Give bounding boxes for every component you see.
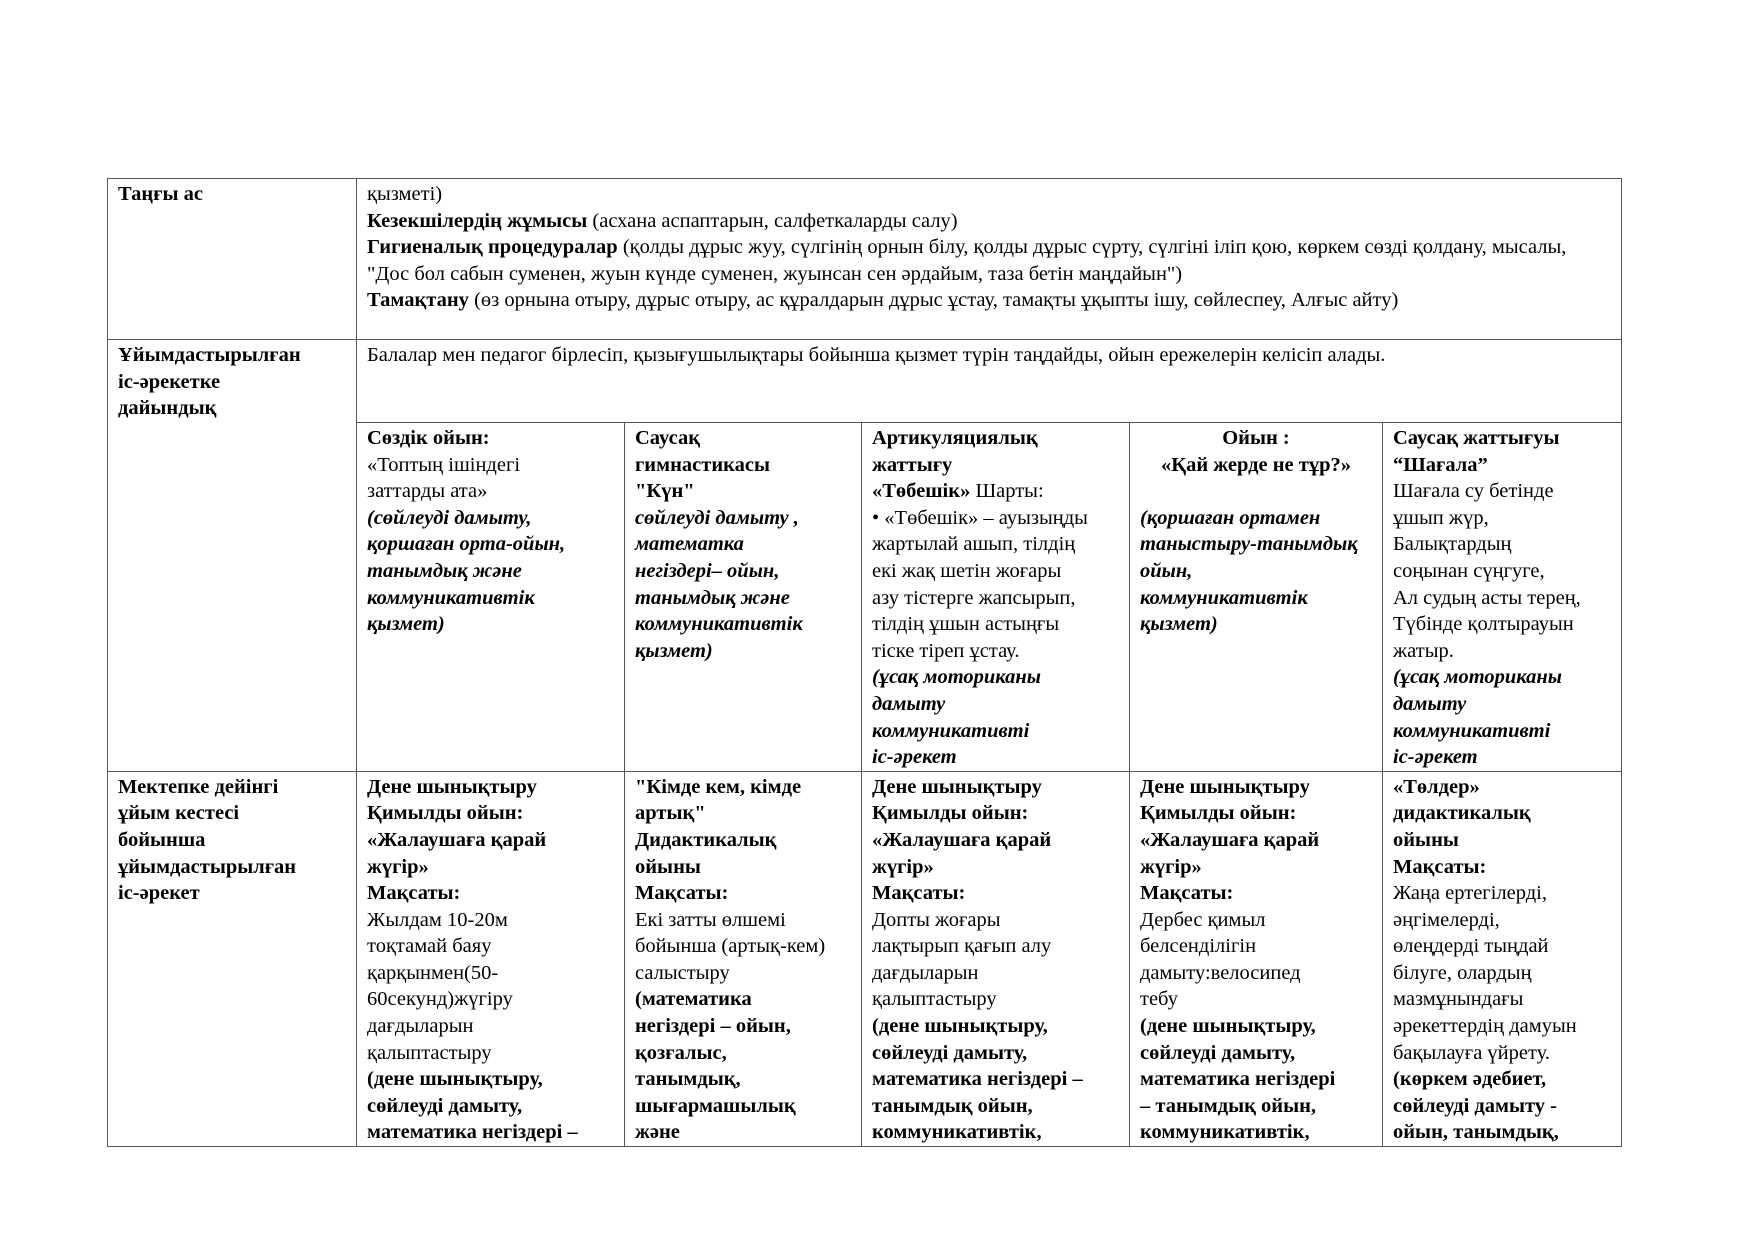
schedule-cell-area: сөйлеуді дамыту, [367,1094,523,1117]
prep-cell-title: Артикуляциялық [872,427,1038,449]
prep-cell-line: екі жақ шетін жоғары [872,559,1062,582]
schedule-label-line: бойынша [118,828,206,851]
schedule-cell-area: қозғалыс, [635,1041,727,1064]
schedule-label-line: ұйым кестесі [118,802,240,825]
row-label-schedule [108,771,357,1146]
hygiene-title: Гигиеналық процедуралар [367,236,618,259]
prep-cell-area: қызмет) [367,613,445,636]
schedule-label-line: Мектепке дейінгі [118,775,279,798]
schedule-cell-area: сөйлеуді дамыту, [872,1041,1028,1064]
prep-cell-line: жартылай ашып, тілдің [872,533,1076,556]
schedule-cell-3 [862,771,1130,1146]
preparation-intro [357,340,1622,423]
schedule-cell-line: Дербес қимыл [1140,908,1266,931]
schedule-cell-title: Мақсаты: [1393,855,1487,878]
prep-cell-area: (ұсақ моториканы [872,666,1042,689]
schedule-cell-title: ойыны [635,855,701,878]
prep-cell-area: сөйлеуді дамыту , [635,506,799,529]
prep-cell-area: математка [635,533,744,556]
prep-cell-line: ұшып жүр, [1393,506,1489,529]
schedule-cell-title: Дене шынықтыру [1140,775,1310,798]
prep-cell-4 [1130,423,1383,772]
schedule-cell-line: білуге, олардың [1393,961,1532,984]
schedule-cell-line: дағдыларын [872,961,979,984]
schedule-cell-line: қалыптастыру [367,1041,492,1064]
prep-cell-subtitle-text: Шарты: [970,480,1044,503]
schedule-cell-title: «Жалаушаға қарай [367,828,547,851]
schedule-cell-title: "Кімде кем, кімде [635,775,802,798]
schedule-cell-line: дамыту:велосипед [1140,961,1301,984]
prep-cell-area: коммуникативті [872,719,1030,742]
schedule-label-line: іс-әрекет [118,882,200,905]
schedule-cell-area: (математика [635,988,752,1011]
row-label-preparation [108,340,357,772]
schedule-cell-area: коммуникативтік, [872,1121,1042,1144]
eating-text: (өз орнына отыру, дұрыс отыру, ас құралдарын дұрыс ұстау, тамақты ұқыпты ішу, сөйлеспеу, Алғыс айту) [468,289,1399,312]
prep-cell-line: «Топтың ішіндегі [367,453,521,476]
schedule-cell-area: танымдық ойын, [872,1094,1033,1117]
prep-cell-spacer [1140,478,1372,505]
prep-cell-area: іс-әрекет [1393,746,1478,769]
schedule-cell-title: Дидактикалық [635,828,777,851]
schedule-cell-title: Мақсаты: [872,882,966,905]
row-label-breakfast [108,179,357,340]
daily-plan-table [107,178,1622,1147]
prep-cell-line: Шағала су бетінде [1393,480,1554,503]
schedule-cell-line: қарқынмен(50- [367,961,499,984]
schedule-cell-title: жүгір» [367,855,429,878]
schedule-cell-line: салыстыру [635,961,730,984]
prep-cell-area: танымдық және [635,586,790,609]
prep-cell-area: танымдық және [367,559,522,582]
prep-cell-area: коммуникативтік [635,613,803,636]
prep-cell-area: дамыту [1393,692,1467,715]
prep-cell-area: (ұсақ моториканы [1393,666,1563,689]
schedule-cell-1 [357,771,625,1146]
prep-cell-title: Ойын : [1222,427,1290,449]
prep-cell-area: қоршаған орта-ойын, [367,533,566,556]
prep-cell-line: тілдің ұшын астыңғы [872,613,1060,636]
schedule-cell-area: сөйлеуді дамыту, [1140,1041,1296,1064]
schedule-label-line: ұйымдастырылған [118,855,297,878]
prep-cell-line: Түбінде қолтырауын [1393,613,1574,636]
hygiene-paragraph [367,234,1611,287]
prep-cell-area: (сөйлеуді дамыту, [367,506,532,529]
preparation-label-line: Ұйымдастырылған [118,344,301,366]
prep-cell-3 [862,423,1130,772]
prep-cell-title: “Шағала” [1393,453,1488,476]
prep-cell-area: ойын, [1140,559,1193,582]
schedule-cell-title: Дене шынықтыру [367,775,537,798]
schedule-cell-line: дағдыларын [367,1015,474,1038]
hygiene-text: (қолды дұрыс жуу, сүлгінің орнын білу, қолды дұрыс сүрту, сүлгіні іліп қою, көркем сөзді қолдану, мысалы, "Дос бол сабын суменен, жуын күнде суменен, жуынсан сен әрдайым, таза бетін маңдайын") [367,236,1567,285]
schedule-cell-title: Мақсаты: [1140,882,1234,905]
schedule-cell-line: лақтырып қағып алу [872,935,1052,958]
prep-cell-area: негіздері– ойын, [635,559,780,582]
prep-cell-5 [1383,423,1622,772]
schedule-cell-area: танымдық, [635,1068,741,1091]
schedule-cell-area: және [635,1121,680,1144]
schedule-cell-area: (дене шынықтыру, [1140,1015,1316,1038]
schedule-cell-title: жүгір» [1140,855,1202,878]
prep-cell-area: қызмет) [635,639,713,662]
schedule-cell-line: өлеңдерді тыңдай [1393,935,1549,958]
schedule-cell-area: (дене шынықтыру, [872,1015,1048,1038]
schedule-cell-line: бойынша (артық-кем) [635,935,826,958]
breakfast-content [357,179,1622,340]
schedule-cell-title: «Төлдер» [1393,775,1480,798]
prep-cell-line: заттарды ата» [367,480,488,503]
prep-cell-area: коммуникативті [1393,719,1551,742]
prep-cell-area: іс-әрекет [872,746,957,769]
schedule-cell-title: артық" [635,802,706,825]
schedule-cell-line: әрекеттердің дамуын [1393,1015,1577,1038]
eating-paragraph [367,287,1611,314]
prep-cell-line: соңынан сүңгуге, [1393,559,1545,582]
prep-cell-title: Саусақ жаттығуы [1393,427,1560,449]
schedule-cell-area: (дене шынықтыру, [367,1068,543,1091]
schedule-cell-title: «Жалаушаға қарай [872,828,1052,851]
schedule-cell-line: мазмұнындағы [1393,988,1524,1011]
prep-cell-2 [625,423,862,772]
schedule-cell-title: Қимылды ойын: [872,802,1029,825]
schedule-cell-area: математика негіздері – [367,1121,578,1144]
prep-cell-line: Балықтардың [1393,533,1512,556]
prep-cell-title: Сөздік ойын: [367,427,490,449]
schedule-cell-title: Дене шынықтыру [872,775,1042,798]
row-schedule [108,771,1622,1146]
breakfast-label: Таңғы ас [118,183,204,205]
schedule-cell-line: тоқтамай баяу [367,935,492,958]
schedule-cell-area: математика негіздері [1140,1068,1336,1091]
schedule-cell-line: белсенділігін [1140,935,1257,958]
prep-cell-line: • «Төбешік» – ауызыңды [872,506,1088,529]
prep-cell-area: қызмет) [1140,613,1218,636]
schedule-cell-title: «Жалаушаға қарай [1140,828,1320,851]
prep-cell-title: жаттығу [872,453,953,476]
schedule-cell-line: Жаңа ертегілерді, [1393,882,1547,905]
schedule-cell-line: Допты жоғары [872,908,1001,931]
prep-cell-title: гимнастикасы [635,453,770,476]
preparation-label-line: іс-әрекетке [118,370,221,393]
schedule-cell-title: жүгір» [872,855,934,878]
schedule-cell-line: Жылдам 10-20м [367,908,508,931]
schedule-cell-5 [1383,771,1622,1146]
schedule-cell-title: Қимылды ойын: [367,802,524,825]
schedule-cell-line: қалыптастыру [872,988,997,1011]
schedule-cell-area: математика негіздері – [872,1068,1083,1091]
prep-cell-area: таныстыру-танымдық [1140,533,1358,556]
prep-cell-title: Саусақ [635,427,701,449]
schedule-cell-area: – танымдық ойын, [1140,1094,1317,1117]
prep-cell-area: коммуникативтік [367,586,535,609]
schedule-cell-title: дидактикалық [1393,802,1531,825]
prep-cell-title: «Қай жерде не тұр?» [1161,453,1351,476]
schedule-cell-4 [1130,771,1383,1146]
eating-title: Тамақтану [367,289,469,312]
schedule-cell-area: коммуникативтік, [1140,1121,1310,1144]
duty-title: Кезекшілердің жұмысы [367,209,588,232]
prep-cell-1 [357,423,625,772]
prep-cell-area: дамыту [872,692,946,715]
schedule-cell-line: бақылауға үйрету. [1393,1041,1551,1064]
prep-cell-line: жатыр. [1393,639,1454,662]
prep-cell-title: "Күн" [635,480,695,503]
prep-cell-area: (қоршаған ортамен [1140,506,1321,529]
schedule-cell-area: шығармашылық [635,1094,796,1117]
prep-cell-subtitle-bold: «Төбешік» [872,480,971,503]
prep-cell-subtitle [872,478,1119,505]
prep-cell-area: коммуникативтік [1140,586,1308,609]
schedule-cell-title: Мақсаты: [367,882,461,905]
schedule-cell-title: ойыны [1393,828,1459,851]
schedule-cell-area: сөйлеуді дамыту - [1393,1094,1557,1117]
schedule-cell-title: Қимылды ойын: [1140,802,1297,825]
preparation-intro-text: Балалар мен педагог бірлесіп, қызығушылықтары бойынша қызмет түрін таңдайды, ойын ережелерін келісіп алады. [367,344,1386,366]
schedule-cell-area: (көркем әдебиет, [1393,1068,1547,1091]
prep-cell-line: азу тістерге жапсырып, [872,586,1076,609]
schedule-cell-area: негіздері – ойын, [635,1015,791,1038]
schedule-cell-line: әңгімелерді, [1393,908,1500,931]
schedule-cell-2 [625,771,862,1146]
duty-paragraph [367,208,1611,235]
row-preparation-intro [108,340,1622,423]
schedule-cell-title: Мақсаты: [635,882,729,905]
schedule-cell-line: тебу [1140,988,1178,1011]
row-breakfast [108,179,1622,340]
schedule-cell-area: ойын, танымдық, [1393,1121,1559,1144]
preparation-label-line: дайындық [118,397,217,420]
schedule-cell-line: Екі затты өлшемі [635,908,786,931]
prep-cell-line: Ал судың асты терең, [1393,586,1581,609]
breakfast-line1: қызметі) [367,183,443,205]
schedule-cell-line: 60секунд)жүгіру [367,988,513,1011]
duty-text: (асхана аспаптарын, салфеткаларды салу) [587,209,958,232]
prep-cell-line: тіске тіреп ұстау. [872,639,1020,662]
